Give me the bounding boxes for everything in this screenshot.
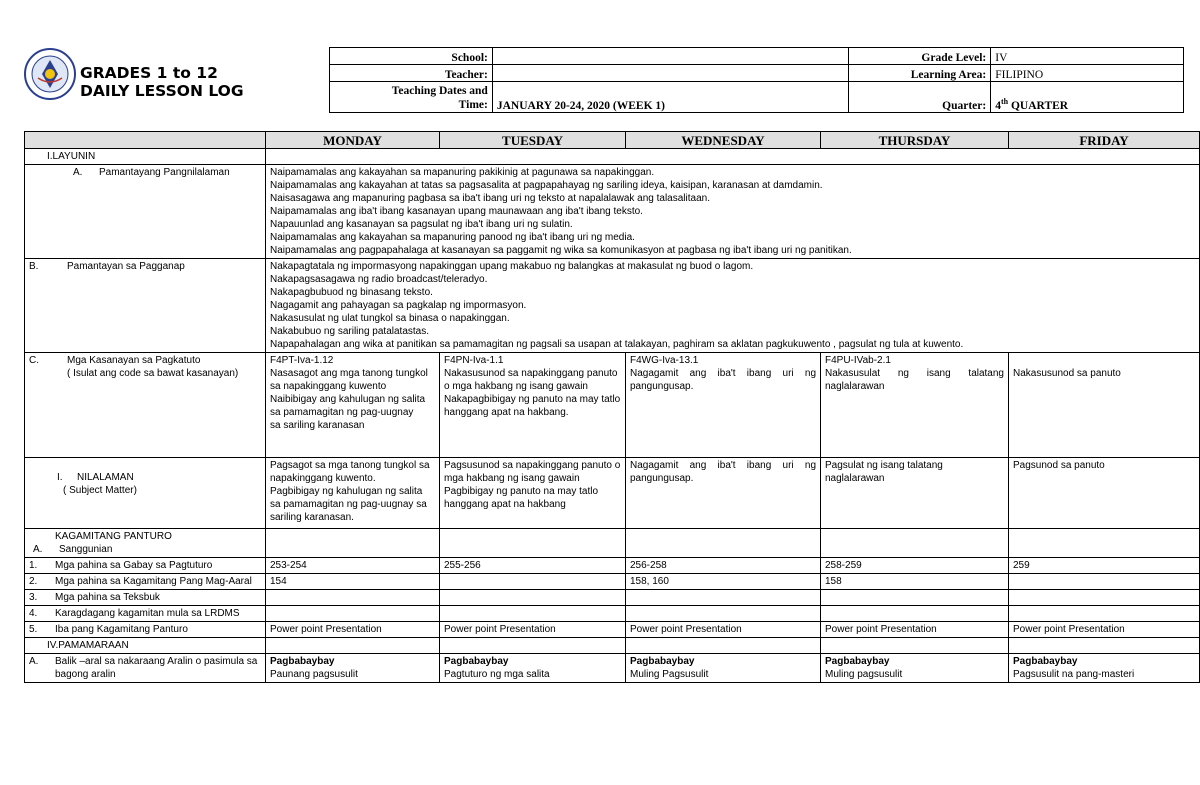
code-label: F4PT-Iva-1.12	[270, 355, 334, 366]
day-header-wednesday: WEDNESDAY	[626, 132, 821, 149]
kagamitan-row	[25, 558, 1200, 574]
balik-aral-label	[25, 654, 266, 683]
pp-line: Naipamamalas ang kakayahan sa mapanuring pakikinig at pagunawa sa napakinggan.	[270, 167, 655, 178]
activity-text: Pagsusulit na pang-masteri	[1013, 669, 1135, 680]
code-label	[1013, 354, 1195, 367]
kagamitan-cell	[626, 590, 821, 606]
code-label: F4PU-IVab-2.1	[825, 355, 891, 366]
day-header-tuesday: TUESDAY	[440, 132, 626, 149]
kagamitan-cell	[821, 590, 1009, 606]
teaching-dates-label-1: Teaching Dates and	[391, 85, 488, 97]
letter-b: B.	[29, 261, 39, 272]
layunin-label: I.LAYUNIN	[25, 149, 266, 165]
kasanayan-text: Nakapagbibigay ng panuto na may tatlo hanggang apat na hakbang.	[444, 394, 621, 418]
kagamitan-row	[25, 590, 1200, 606]
learning-area-label: Learning Area:	[849, 65, 991, 82]
kagamitan-cell: 259	[1009, 558, 1200, 574]
kagamitan-blank	[440, 529, 626, 558]
pamantayan-sa-pagganap-row	[25, 259, 1200, 353]
day-header-thursday: THURSDAY	[821, 132, 1009, 149]
kagamitan-header-row	[25, 529, 1200, 558]
nilalaman-thursday	[821, 458, 1009, 529]
kasanayan-friday	[1009, 353, 1200, 458]
kasanayan-text: Nakasusunod sa panuto	[1013, 368, 1121, 379]
kagamitan-cell	[440, 590, 626, 606]
grade-level-field[interactable]: IV	[991, 48, 1184, 65]
kagamitan-cell	[1009, 590, 1200, 606]
school-label: School:	[330, 48, 493, 65]
kagamitan-cell: Power point Presentation	[1009, 622, 1200, 638]
nilalaman-text: Pagsusunod sa napakinggang panuto o mga hakbang ng isang gawain	[444, 460, 621, 484]
row-label-text: Karagdagang kagamitan mula sa LRDMS	[55, 608, 240, 619]
activity-text: Muling Pagsusulit	[630, 669, 709, 680]
pamamaraan-blank	[440, 638, 626, 654]
quarter-label: Quarter:	[849, 82, 991, 113]
kagamitan-cell	[1009, 606, 1200, 622]
kagamitan-cell: Power point Presentation	[440, 622, 626, 638]
balik-aral-tuesday	[440, 654, 626, 683]
pamamaraan-blank	[821, 638, 1009, 654]
nilalaman-row	[25, 458, 1200, 529]
day-header-row	[25, 132, 1200, 149]
activity-title: Pagbabaybay	[444, 656, 509, 667]
kagamitan-cell: 158	[821, 574, 1009, 590]
kagamitan-row	[25, 574, 1200, 590]
kasanayan-thursday	[821, 353, 1009, 458]
kagamitan-cell: 154	[266, 574, 440, 590]
activity-title: Pagbabaybay	[270, 656, 335, 667]
kagamitan-row-label	[25, 622, 266, 638]
kasanayan-tuesday	[440, 353, 626, 458]
teaching-dates-label-2: Time:	[458, 99, 488, 111]
kagamitan-blank	[1009, 529, 1200, 558]
kagamitan-cell	[440, 606, 626, 622]
pp-line: Naisasagawa ang mapanuring pagbasa sa iba't ibang uri ng teksto at napalalawak ang talasalitaan.	[270, 193, 710, 204]
kagamitan-cell: Power point Presentation	[821, 622, 1009, 638]
pg-line: Napapahalagan ang wika at panitikan sa pamamagitan ng pagsali sa usapan at talakayan, paghiram sa aklatan pagkukuwento , pagsulat ng tula at kuwento.	[270, 339, 964, 350]
nilalaman-monday	[266, 458, 440, 529]
kagamitan-cell: Power point Presentation	[266, 622, 440, 638]
kasanayan-text: Nagagamit ang iba't ibang uri ng pangungusap.	[630, 368, 816, 392]
quarter-text: QUARTER	[1008, 100, 1069, 112]
balik-aral-wednesday	[626, 654, 821, 683]
teacher-label: Teacher:	[330, 65, 493, 82]
nilalaman-label-2: ( Subject Matter)	[63, 485, 137, 496]
day-header-friday: FRIDAY	[1009, 132, 1200, 149]
kasanayan-text: Nakasusunod sa napakinggang panuto o mga hakbang ng isang gawain	[444, 368, 618, 392]
kagamitan-title: KAGAMITANG PANTURO	[55, 531, 172, 542]
layunin-row	[25, 149, 1200, 165]
pg-label-text: Pamantayan sa Pagganap	[67, 261, 185, 272]
code-label: F4WG-Iva-13.1	[630, 355, 699, 366]
kagamitan-row-label	[25, 558, 266, 574]
row-number: 1.	[29, 560, 38, 571]
activity-text: Pagtuturo ng mga salita	[444, 669, 550, 680]
kasanayan-text: Nasasagot ang mga tanong tungkol sa napakinggang kuwento	[270, 368, 428, 392]
activity-title: Pagbabaybay	[630, 656, 695, 667]
kasanayan-text: sa sariling karanasan	[270, 420, 365, 431]
header-info-table	[329, 47, 1184, 113]
learning-area-field[interactable]: FILIPINO	[991, 65, 1184, 82]
pp-line: Naipamamalas ang kakayahan at tatas sa pagsasalita at pagpapahayag ng sariling ideya, kaisipan, karanasan at damdamin.	[270, 180, 823, 191]
pamamaraan-label: IV.PAMAMARAAN	[25, 638, 266, 654]
lesson-log-table	[24, 131, 1200, 683]
kagamitan-row-label	[25, 574, 266, 590]
nilalaman-friday	[1009, 458, 1200, 529]
kasanayan-label-2: ( Isulat ang code sa bawat kasanayan)	[67, 368, 239, 379]
kagamitan-cell	[1009, 574, 1200, 590]
balik-aral-text: Balik –aral sa nakaraang Aralin o pasimula sa bagong aralin	[55, 656, 258, 680]
layunin-blank	[266, 149, 1200, 165]
row-label-text: Iba pang Kagamitang Panturo	[55, 624, 188, 635]
nilalaman-wednesday	[626, 458, 821, 529]
code-label: F4PN-Iva-1.1	[444, 355, 504, 366]
kagamitan-blank	[626, 529, 821, 558]
kasanayan-wednesday	[626, 353, 821, 458]
balik-aral-thursday	[821, 654, 1009, 683]
title-line-2: DAILY LESSON LOG	[80, 82, 244, 100]
pp-line: Naipamamalas ang kakayahan sa mapanuring panood ng iba't ibang uri ng media.	[270, 232, 635, 243]
day-header-blank	[25, 132, 266, 149]
kagamitan-cell	[626, 606, 821, 622]
quarter-suffix: th	[1000, 97, 1009, 107]
kagamitan-row	[25, 606, 1200, 622]
nilalaman-text: NILALAMAN	[77, 472, 134, 483]
pamamaraan-blank	[1009, 638, 1200, 654]
grade-level-label: Grade Level:	[849, 48, 991, 65]
pg-line: Nakapagsasagawa ng radio broadcast/teleradyo.	[270, 274, 488, 285]
header-row-school	[330, 48, 1184, 65]
pg-line: Nagagamit ang pahayagan sa pagkalap ng impormasyon.	[270, 300, 527, 311]
kagamitan-cell	[821, 606, 1009, 622]
pamantayan-sa-pagganap-content	[266, 259, 1200, 353]
kasanayan-row	[25, 353, 1200, 458]
teaching-dates-field[interactable]: JANUARY 20-24, 2020 (WEEK 1)	[492, 82, 849, 113]
row-number: 3.	[29, 592, 38, 603]
pamantayang-pangnilalaman-label	[25, 165, 266, 259]
pamantayan-sa-pagganap-label	[25, 259, 266, 353]
activity-title: Pagbabaybay	[825, 656, 890, 667]
kagamitan-cell	[440, 574, 626, 590]
pp-line: Napauunlad ang kasanayan sa pagsulat ng iba't ibang uri ng sulatin.	[270, 219, 573, 230]
row-number: 2.	[29, 576, 38, 587]
school-field[interactable]	[492, 48, 849, 65]
kasanayan-text: Naibibigay ang kahulugan ng salita sa pamamagitan ng pag-uugnay	[270, 394, 426, 418]
kagamitan-cell: 258-259	[821, 558, 1009, 574]
sanggunian-text: Sanggunian	[59, 544, 113, 555]
nilalaman-text: Nagagamit ang iba't ibang uri ng pangungusap.	[630, 460, 816, 484]
nilalaman-text: Pagsulat ng isang talatang naglalarawan	[825, 460, 943, 484]
kagamitan-row	[25, 622, 1200, 638]
kagamitan-cell: Power point Presentation	[626, 622, 821, 638]
pg-line: Nakapagtatala ng impormasyong napakinggan upang makabuo ng balangkas at makasulat ng buod o lagom.	[270, 261, 754, 272]
nilalaman-text: Pagbibigay ng panuto na may tatlo hanggang apat na hakbang	[444, 486, 598, 510]
roman-i: I.	[57, 472, 63, 483]
kagamitan-cell: 256-258	[626, 558, 821, 574]
kagamitan-row-label	[25, 590, 266, 606]
kagamitan-cell	[266, 606, 440, 622]
letter-c: C.	[29, 355, 39, 366]
row-label-text: Mga pahina sa Gabay sa Pagtuturo	[55, 560, 213, 571]
kagamitan-cell	[266, 590, 440, 606]
day-header-monday: MONDAY	[266, 132, 440, 149]
pp-label-text: Pamantayang Pangnilalaman	[99, 167, 230, 178]
nilalaman-text: Pagsunod sa panuto	[1013, 460, 1105, 471]
pg-line: Nakapagbubuod ng binasang teksto.	[270, 287, 433, 298]
kagamitan-blank	[266, 529, 440, 558]
nilalaman-text: Pagsagot sa mga tanong tungkol sa napakinggang kuwento.	[270, 460, 430, 484]
nilalaman-tuesday	[440, 458, 626, 529]
pp-line: Naipamamalas ang pagpapahalaga at kasanayan sa paggamit ng wika sa komunikasyon at pagbasa ng iba't ibang uri ng panitikan.	[270, 245, 852, 256]
pamamaraan-header-row	[25, 638, 1200, 654]
row-number: 5.	[29, 624, 38, 635]
kagamitan-cell: 255-256	[440, 558, 626, 574]
pamamaraan-blank	[266, 638, 440, 654]
kagamitan-cell: 253-254	[266, 558, 440, 574]
activity-title: Pagbabaybay	[1013, 656, 1078, 667]
kasanayan-text: Nakasusulat ng isang talatang naglalarawan	[825, 368, 1004, 392]
letter-a: A.	[33, 544, 43, 555]
activity-text: Paunang pagsusulit	[270, 669, 358, 680]
letter-a: A.	[29, 656, 39, 667]
pg-line: Nakasusulat ng ulat tungkol sa binasa o napakinggan.	[270, 313, 510, 324]
teaching-dates-label	[330, 82, 493, 113]
kagamitan-cell: 158, 160	[626, 574, 821, 590]
title-line-1: GRADES 1 to 12	[80, 64, 218, 82]
teacher-field[interactable]	[492, 65, 849, 82]
kagamitan-row-label	[25, 606, 266, 622]
kasanayan-label-1: Mga Kasanayan sa Pagkatuto	[67, 355, 201, 366]
sanggunian-label	[29, 543, 261, 556]
page-title	[80, 64, 244, 100]
header-row-dates	[330, 82, 1184, 113]
activity-text: Muling pagsusulit	[825, 669, 903, 680]
kasanayan-label	[25, 353, 266, 458]
kagamitan-label	[25, 529, 266, 558]
balik-aral-row	[25, 654, 1200, 683]
nilalaman-label-1	[29, 471, 261, 484]
pp-line: Naipamamalas ang iba't ibang kasanayan upang maunawaan ang iba't ibang teksto.	[270, 206, 643, 217]
quarter-field[interactable]	[991, 82, 1184, 113]
nilalaman-label	[25, 458, 266, 529]
row-label-text: Mga pahina sa Teksbuk	[55, 592, 160, 603]
balik-aral-monday	[266, 654, 440, 683]
pg-line: Nakabubuo ng sariling patalatastas.	[270, 326, 429, 337]
row-number: 4.	[29, 608, 38, 619]
pamantayang-pangnilalaman-row	[25, 165, 1200, 259]
letter-a: A.	[73, 167, 83, 178]
kasanayan-monday	[266, 353, 440, 458]
pamamaraan-blank	[626, 638, 821, 654]
nilalaman-text: Pagbibigay ng kahulugan ng salita sa pamamagitan ng pag-uugnay sa sariling karanasan.	[270, 486, 427, 523]
kagamitan-blank	[821, 529, 1009, 558]
row-label-text: Mga pahina sa Kagamitang Pang Mag-Aaral	[55, 576, 252, 587]
quarter-number: 4	[995, 100, 1001, 112]
pamantayang-pangnilalaman-content	[266, 165, 1200, 259]
header-row-teacher	[330, 65, 1184, 82]
balik-aral-friday	[1009, 654, 1200, 683]
deped-seal-logo	[24, 48, 76, 100]
